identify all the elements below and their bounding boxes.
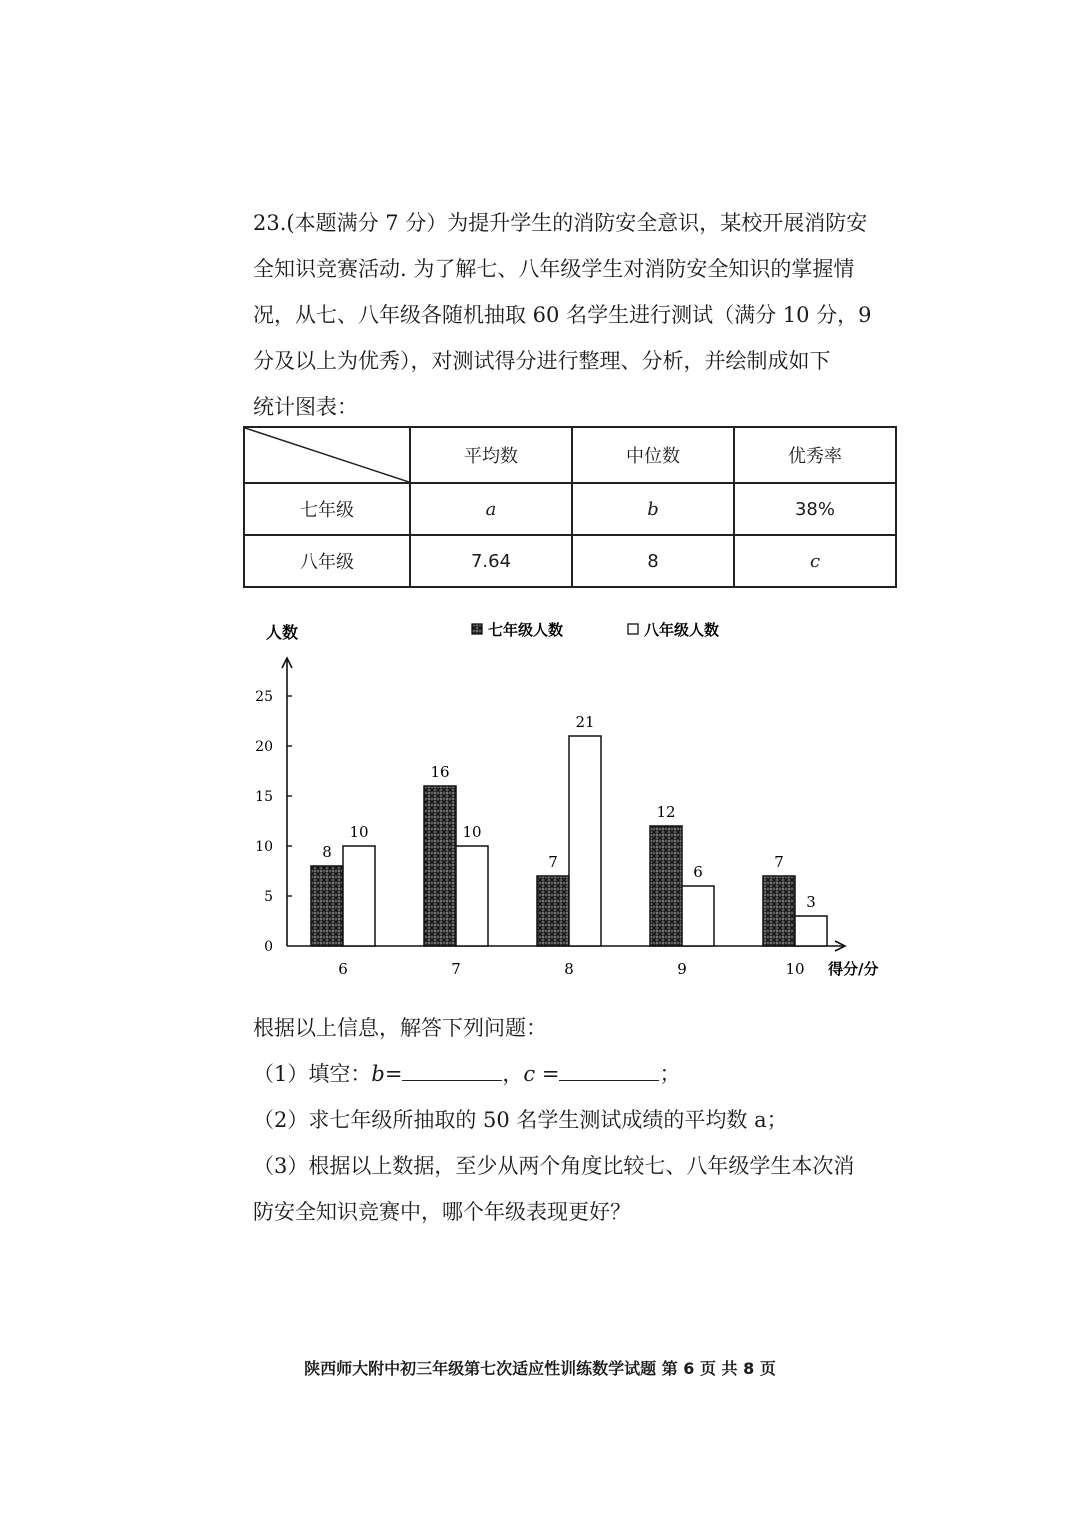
x-axis-label: 得分/分 [828,960,879,978]
table-header-row [244,427,896,483]
bar-grade7 [650,826,682,946]
y-tick-label: 0 [264,939,273,955]
header-median: 中位数 [572,427,734,483]
c-answer-blank[interactable] [559,1058,659,1081]
q1-c-label: c = [523,1062,560,1086]
chart-svg [240,610,900,990]
cell-rate: c [734,535,896,587]
problem-line: 统计图表： [253,395,358,419]
cell-mean: 7.64 [410,535,572,587]
row-label: 八年级 [244,535,410,587]
questions [253,1005,893,1235]
bar-value-label: 3 [806,893,816,911]
bar-grade8 [456,846,488,946]
cell-rate: 38% [734,483,896,535]
y-tick-label: 5 [264,889,273,905]
table-row [244,535,896,587]
bar-value-label: 8 [322,843,332,861]
y-tick-label: 20 [255,739,273,755]
problem-statement [253,200,893,430]
x-tick-label: 8 [564,960,574,978]
q1-prefix: （1）填空： [253,1062,372,1086]
q1-end: ； [659,1062,681,1086]
header-mean: 平均数 [410,427,572,483]
y-tick-label: 10 [255,839,273,855]
bar-value-label: 12 [656,803,676,821]
y-axis-label: 人数 [266,623,299,642]
x-tick-label: 9 [677,960,687,978]
table-row [244,483,896,535]
cell-median: 8 [572,535,734,587]
bar-value-label: 16 [430,763,450,781]
bar-value-label: 10 [349,823,369,841]
legend-label: 七年级人数 [488,621,564,639]
bar-grade7 [424,786,456,946]
bar-value-label: 21 [575,713,595,731]
bar-grade8 [343,846,375,946]
question-1 [253,1051,893,1097]
q1-b-label: b= [371,1062,403,1086]
diagonal-corner-cell [244,427,410,483]
y-tick-label: 15 [255,789,273,805]
bar-grade8 [682,886,714,946]
questions-intro: 根据以上信息，解答下列问题： [253,1016,547,1040]
question-3-line1: （3）根据以上数据，至少从两个角度比较七、八年级学生本次消 [253,1154,855,1178]
x-tick-label: 10 [785,960,805,978]
bar-grade8 [795,916,827,946]
bar-value-label: 10 [462,823,482,841]
cell-median: b [572,483,734,535]
bar-value-label: 6 [693,863,703,881]
problem-line: 全知识竞赛活动. 为了解七、八年级学生对消防安全知识的掌握情 [253,257,855,281]
header-excellent-rate: 优秀率 [734,427,896,483]
bar-grade7 [537,876,569,946]
legend-swatch [628,624,638,634]
bar-value-label: 7 [548,853,558,871]
problem-line: 23.(本题满分 7 分）为提升学生的消防安全意识，某校开展消防安 [253,211,868,235]
x-tick-label: 7 [451,960,461,978]
bar-value-label: 7 [774,853,784,871]
bar-grade8 [569,736,601,946]
bar-grade7 [763,876,795,946]
cell-mean: a [410,483,572,535]
bar-grade7 [311,866,343,946]
bar-chart [240,610,900,990]
row-label: 七年级 [244,483,410,535]
page-footer: 陕西师大附中初三年级第七次适应性训练数学试题 第 6 页 共 8 页 [304,1359,776,1378]
question-2: （2）求七年级所抽取的 50 名学生测试成绩的平均数 a； [253,1108,788,1132]
stats-table [243,426,897,588]
q1-separator: ， [502,1062,524,1086]
x-tick-label: 6 [338,960,348,978]
y-tick-label: 25 [255,689,273,705]
problem-line: 况，从七、八年级各随机抽取 60 名学生进行测试（满分 10 分，9 [253,303,872,327]
legend-swatch [472,624,482,634]
b-answer-blank[interactable] [402,1058,502,1081]
legend-label: 八年级人数 [644,621,720,639]
question-3-line2: 防安全知识竞赛中，哪个年级表现更好？ [253,1200,631,1224]
problem-line: 分及以上为优秀），对测试得分进行整理、分析，并绘制成如下 [253,349,831,373]
